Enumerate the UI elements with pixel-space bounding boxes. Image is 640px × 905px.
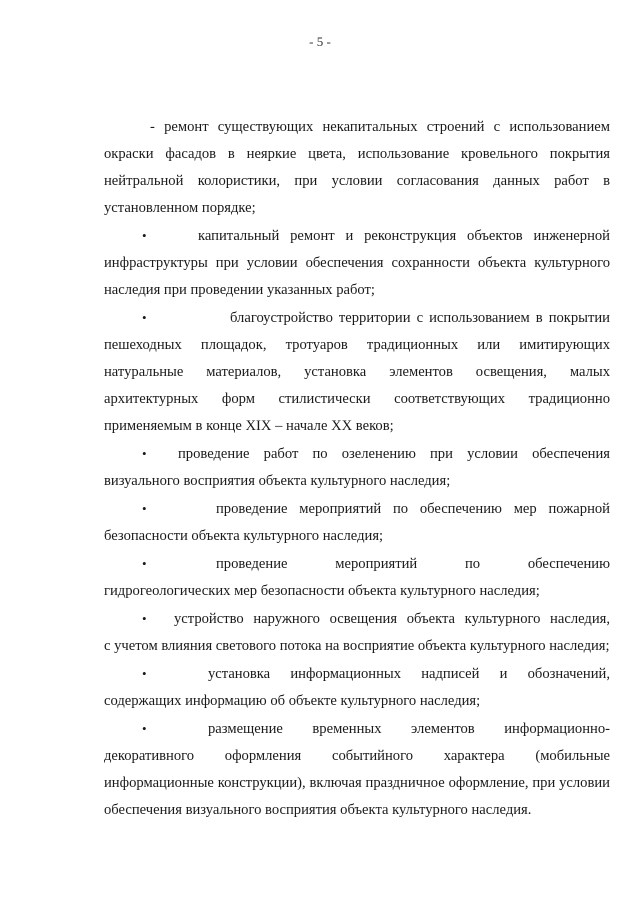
intro-paragraph: - ремонт существующих некапитальных строений с использованием окраски фасадов в неяркие цвета, использование кровельного покрытия нейтральной колористики, при условии согласования данных работ в установленном порядке; xyxy=(104,119,610,216)
list-item-first-line xyxy=(104,660,610,688)
list-item-continuation: инфраструктуры при условии обеспечения сохранности объекта культурного наследия при проведении указанных работ; xyxy=(104,255,610,298)
list-item-lead: размещение временных элементов информационно- xyxy=(208,721,610,737)
list-item-first-line xyxy=(104,715,610,743)
bullet-icon: • xyxy=(142,721,147,736)
list-item-continuation: визуального восприятия объекта культурного наследия; xyxy=(104,473,451,489)
list-item-lead: капитальный ремонт и реконструкция объектов инженерной xyxy=(198,228,610,244)
list-item-first-line xyxy=(104,550,610,578)
list-item-first-line xyxy=(104,440,610,468)
list-item xyxy=(104,550,610,605)
list-item-continuation: декоративного оформления событийного характера (мобильные информационные конструкции), включая праздничное оформление, при условии обеспечения визуального восприятия объекта культурного наследия. xyxy=(104,748,610,818)
bullet-icon: • xyxy=(142,228,147,243)
list-item-continuation: с учетом влияния светового потока на восприятие объекта культурного наследия; xyxy=(104,638,610,654)
list-item xyxy=(104,660,610,715)
list-item-lead: устройство наружного освещения объекта культурного наследия, xyxy=(174,611,610,627)
list-item xyxy=(104,304,610,440)
list-item xyxy=(104,605,610,660)
page-number: - 5 - xyxy=(309,34,331,49)
list-item-lead: благоустройство территории с использованием в покрытии xyxy=(230,310,610,326)
bullet-icon: • xyxy=(142,446,147,461)
list-item-lead: проведение мероприятий по обеспечению xyxy=(216,556,610,572)
bullet-icon: • xyxy=(142,310,147,325)
list-item-first-line xyxy=(104,222,610,250)
bullet-icon: • xyxy=(142,666,147,681)
list-item-continuation: пешеходных площадок, тротуаров традиционных или имитирующих натуральные материалов, установка элементов освещения, малых архитектурных форм стилистически соответствующих традиционно применяемым в конце XIX – начале XX веков; xyxy=(104,337,610,434)
list-item-lead: проведение мероприятий по обеспечению мер пожарной xyxy=(216,501,610,517)
list-item-first-line xyxy=(104,495,610,523)
list-item xyxy=(104,222,610,304)
list-item xyxy=(104,440,610,495)
list-item-continuation: безопасности объекта культурного наследия; xyxy=(104,528,384,544)
list-item-continuation: содержащих информацию об объекте культурного наследия; xyxy=(104,693,481,709)
list-item-lead: установка информационных надписей и обозначений, xyxy=(208,666,610,682)
list-item xyxy=(104,495,610,550)
list-item-lead: проведение работ по озеленению при условии обеспечения xyxy=(178,446,610,462)
list-item-first-line xyxy=(104,304,610,332)
document-body xyxy=(104,114,610,824)
list-item-first-line xyxy=(104,605,610,633)
bullet-icon: • xyxy=(142,611,147,626)
list-item xyxy=(104,715,610,824)
list-item-continuation: гидрогеологических мер безопасности объекта культурного наследия; xyxy=(104,583,540,599)
bullet-icon: • xyxy=(142,501,147,516)
bullet-icon: • xyxy=(142,556,147,571)
